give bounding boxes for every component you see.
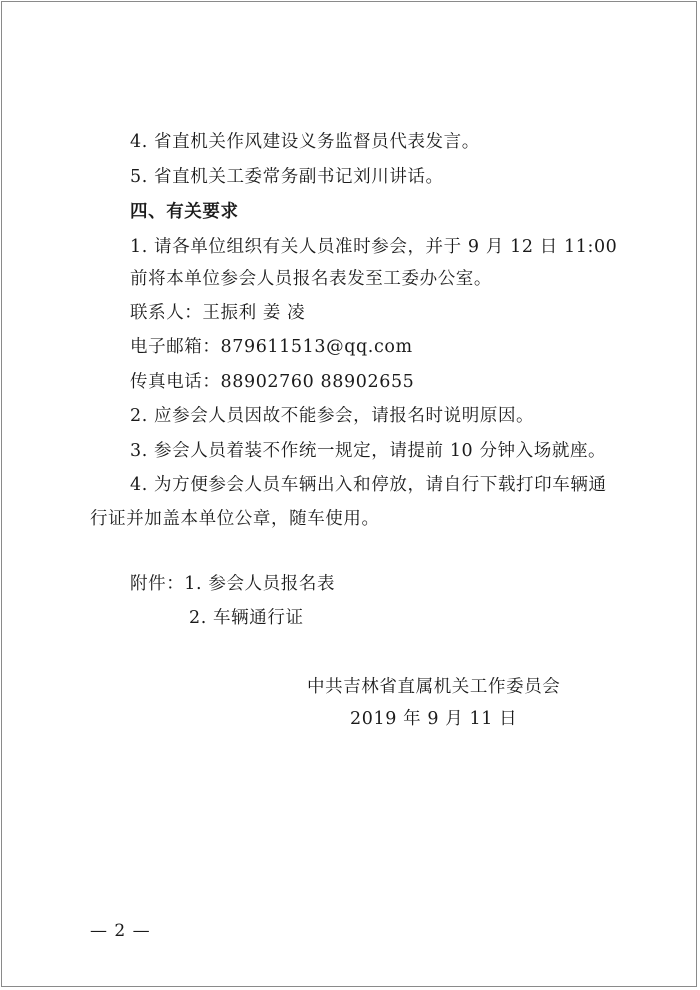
- agenda-item-5: 5. 省直机关工委常务副书记刘川讲话。: [130, 167, 444, 187]
- requirement-1-line-2: 前将本单位参会人员报名表发至工委办公室。: [130, 269, 492, 289]
- requirement-4-line-2: 行证并加盖本单位公章，随车使用。: [90, 509, 380, 529]
- contact-fax: 传真电话：88902760 88902655: [130, 372, 415, 392]
- attachments-line-2: 2. 车辆通行证: [189, 608, 304, 628]
- signing-organization: 中共吉林省直属机关工作委员会: [307, 677, 561, 697]
- section-heading: 四、有关要求: [130, 202, 239, 222]
- requirement-1-line-1: 1. 请各单位组织有关人员准时参会，并于 9 月 12 日 11:00: [130, 237, 618, 257]
- requirement-3: 3. 参会人员着装不作统一规定，请提前 10 分钟入场就座。: [130, 441, 607, 461]
- contact-persons: 联系人：王振利 姜 凌: [130, 303, 306, 323]
- requirement-2: 2. 应参会人员因故不能参会，请报名时说明原因。: [130, 406, 535, 426]
- page-number: — 2 —: [90, 921, 151, 941]
- attachments-line-1: 附件：1. 参会人员报名表: [130, 574, 336, 594]
- requirement-4-line-1: 4. 为方便参会人员车辆出入和停放，请自行下载打印车辆通: [130, 475, 607, 495]
- signing-date: 2019 年 9 月 11 日: [350, 709, 518, 729]
- agenda-item-4: 4. 省直机关作风建设义务监督员代表发言。: [130, 132, 480, 152]
- contact-email: 电子邮箱：879611513@qq.com: [130, 337, 413, 357]
